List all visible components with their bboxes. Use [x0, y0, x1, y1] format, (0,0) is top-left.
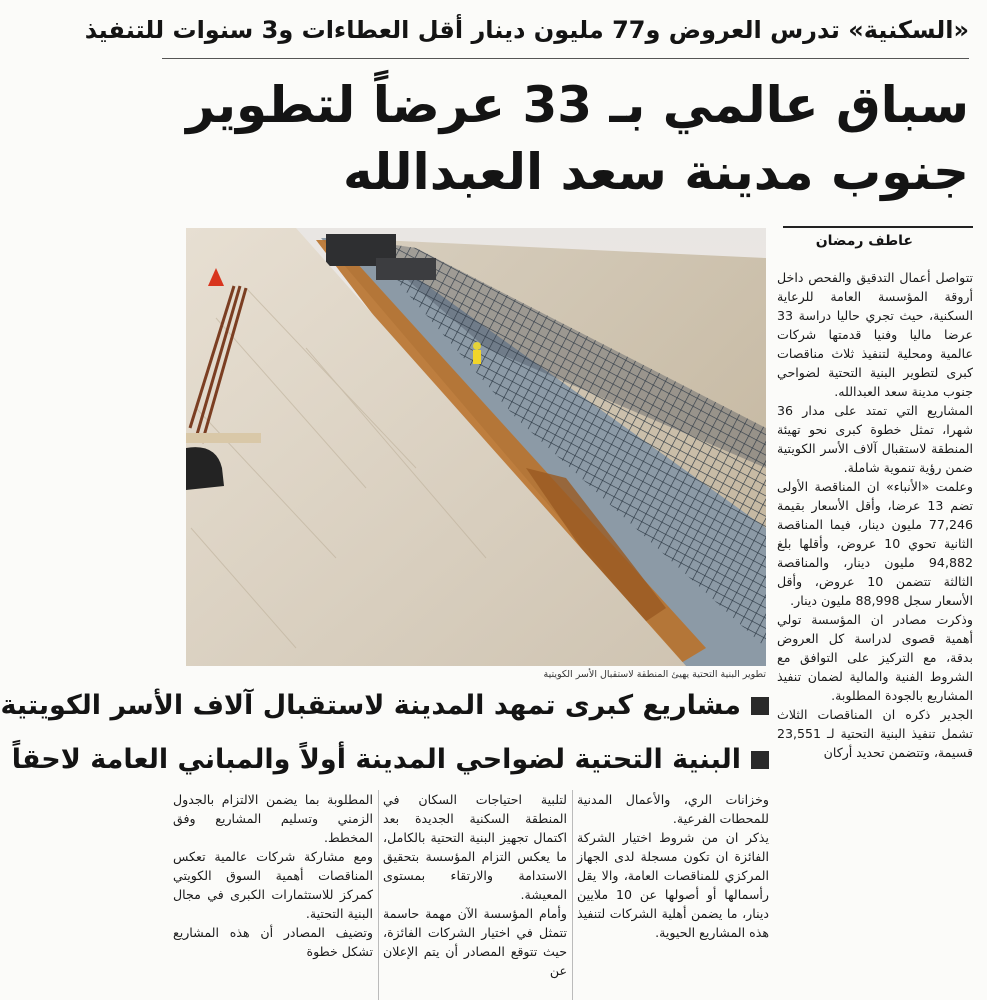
paragraph: تتواصل أعمال التدقيق والفحص داخل أروقة المؤسسة العامة للرعاية السكنية، حيث تجري حاليا دراسة 33 عرضا ماليا وفنيا قدمتها شركات عالمية ومحلية لتنفيذ ثلاث مناقصات كبرى لتطوير البنية التحتية لضواحي جنوب مدينة سعد العبدالله.: [777, 270, 973, 399]
kicker-divider: [162, 58, 969, 59]
photo-caption: تطوير البنية التحتية يهيئ المنطقة لاستقبال الأسر الكويتية: [543, 669, 766, 680]
subheading-text: مشاريع كبرى تمهد المدينة لاستقبال آلاف الأسر الكويتية: [0, 690, 741, 721]
article-column-right: [777, 268, 973, 1000]
article-column-bottom-1: [577, 790, 769, 1000]
column-divider: [378, 790, 379, 1000]
subheading: [11, 740, 769, 780]
article-headline: [169, 72, 969, 206]
headline-line-2: جنوب مدينة سعد العبدالله: [343, 143, 969, 201]
paragraph: الجدير ذكره ان المناقصات الثلاث تشمل تنفيذ البنية التحتية لـ 23,551 قسيمة، وتتضمن تحديد أركان: [777, 707, 973, 760]
paragraph: وعلمت «الأنباء» ان المناقصة الأولى تضم 13 عرضا، وأقل الأسعار بقيمة 77,246 مليون دينار، فيما المناقصة الثانية تحوي 10 عروض، وأقلها بلغ 94,882 مليون دينار، والمناقصة الثالثة تتضمن 10 عروض، وأقل الأسعار سجل 88,998 مليون دينار.: [777, 479, 974, 608]
paragraph: يذكر ان من شروط اختيار الشركة الفائزة ان تكون مسجلة لدى الجهاز المركزي للمناقصات العامة، والا يقل رأسمالها أو أصولها عن 10 ملايين دينار، ما يضمن أهلية الشركات لتنفيذ هذه المشاريع الحيوية.: [577, 830, 769, 940]
bullet-square-icon: [751, 751, 769, 769]
article-kicker: «السكنية» تدرس العروض و77 مليون دينار أقل العطاءات و3 سنوات للتنفيذ: [84, 16, 969, 44]
paragraph: ومع مشاركة شركات عالمية تعكس المناقصات أهمية السوق الكويتي كمركز للاستثمارات الكبرى في مجال البنية التحتية.: [173, 849, 373, 921]
article-column-bottom-3: [173, 790, 373, 1000]
subheading-text: البنية التحتية لضواحي المدينة أولاً والمباني العامة لاحقاً: [11, 744, 741, 775]
paragraph: وأمام المؤسسة الآن مهمة حاسمة تتمثل في اختيار الشركات الفائزة، حيث تتوقع المصادر أن يتم الإعلان عن: [383, 906, 567, 978]
paragraph: وتضيف المصادر أن هذه المشاريع تشكل خطوة: [173, 925, 373, 959]
paragraph: وذكرت مصادر ان المؤسسة تولي أهمية قصوى لدراسة كل العروض بدقة، مع التركيز على التوافق مع الشروط الفنية والمالية لضمان تنفيذ المشاريع بالجودة المطلوبة.: [777, 612, 973, 703]
headline-line-1: سباق عالمي بـ 33 عرضاً لتطوير: [186, 76, 969, 134]
article-byline: عاطف رمضان: [783, 226, 973, 254]
bullet-square-icon: [751, 697, 769, 715]
paragraph: وخزانات الري، والأعمال المدنية للمحطات الفرعية.: [577, 792, 769, 826]
article-column-bottom-2: [383, 790, 567, 1000]
column-divider: [572, 790, 573, 1000]
paragraph: لتلبية احتياجات السكان في المنطقة السكنية الجديدة بعد اكتمال تجهيز البنية التحتية بالكامل، ما يعكس التزام المؤسسة بتحقيق الاستدامة والارتقاء بمستوى المعيشة.: [383, 792, 567, 902]
paragraph: المطلوبة بما يضمن الالتزام بالجدول الزمني وتسليم المشاريع وفق المخطط.: [173, 792, 373, 845]
paragraph: المشاريع التي تمتد على مدار 36 شهرا، تمثل خطوة كبرى نحو تهيئة المنطقة لاستقبال آلاف الأسر الكويتية ضمن رؤية تنموية شاملة.: [777, 403, 973, 475]
article-photo: [186, 228, 766, 666]
subheading: [0, 686, 769, 726]
construction-trench-illustration: [186, 228, 766, 666]
